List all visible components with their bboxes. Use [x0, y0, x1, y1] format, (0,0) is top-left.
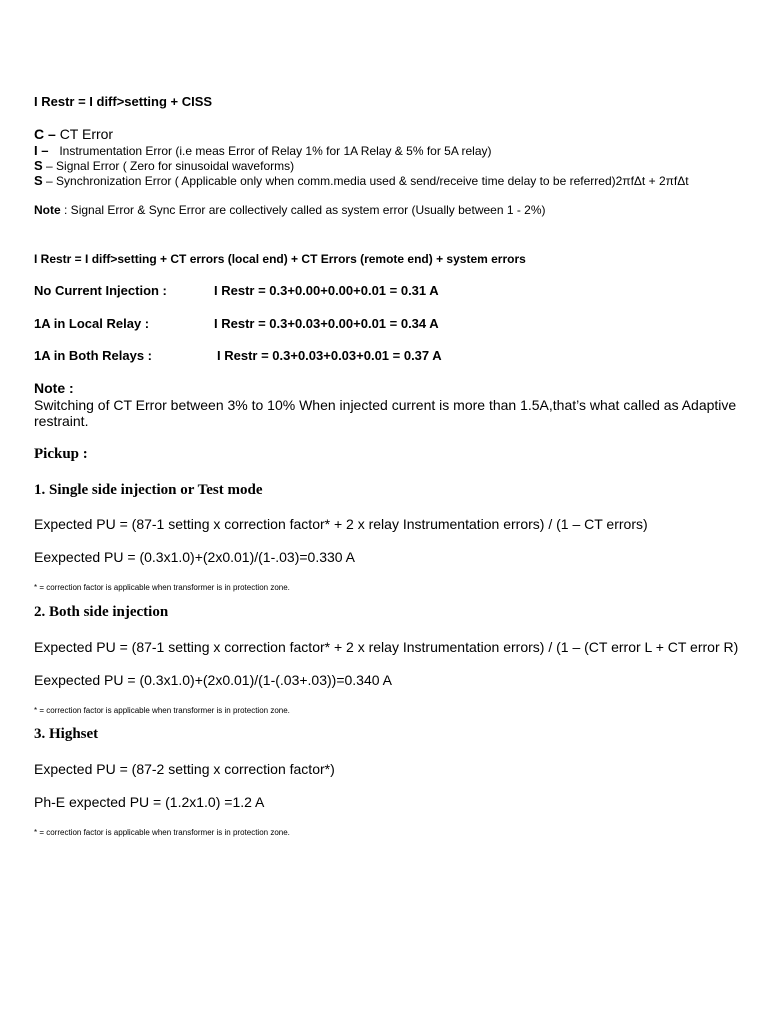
ciss-s1-line: [34, 158, 294, 173]
ciss-c-text: CT Error: [59, 126, 114, 142]
section-footnote: * = correction factor is applicable when transformer is in protection zone.: [34, 828, 290, 837]
case-row: [34, 316, 149, 331]
ciss-s2-line: [34, 173, 689, 188]
case-label: 1A in Both Relays :: [34, 348, 152, 363]
section-formula: Expected PU = (87-2 setting x correction factor*): [34, 761, 335, 777]
ciss-s1-letter: S: [34, 158, 43, 173]
formula-restraint-expanded: I Restr = I diff>setting + CT errors (local end) + CT Errors (remote end) + system errors: [34, 252, 526, 266]
case-formula: I Restr = 0.3+0.03+0.03+0.01 = 0.37 A: [217, 348, 442, 363]
note-system-error: [34, 203, 546, 217]
section-calc: Ph-E expected PU = (1.2x1.0) =1.2 A: [34, 794, 265, 810]
note-label: Note: [34, 203, 61, 217]
case-formula: I Restr = 0.3+0.03+0.00+0.01 = 0.34 A: [214, 316, 439, 331]
ciss-s1-text: – Signal Error ( Zero for sinusoidal waveforms): [46, 159, 295, 173]
formula-restraint-ciss: I Restr = I diff>setting + CISS: [34, 94, 213, 109]
section-calc: Eexpected PU = (0.3x1.0)+(2x0.01)/(1-.03)=0.330 A: [34, 549, 356, 565]
section-formula: Expected PU = (87-1 setting x correction factor* + 2 x relay Instrumentation errors) / (1 – CT errors): [34, 516, 648, 532]
ciss-s2-text: – Synchronization Error ( Applicable only when comm.media used & send/receive time delay to be referred)2πfΔt + 2πfΔt: [46, 174, 689, 188]
section-heading: 1. Single side injection or Test mode: [34, 482, 263, 498]
section-footnote: * = correction factor is applicable when transformer is in protection zone.: [34, 706, 290, 715]
section-footnote: * = correction factor is applicable when transformer is in protection zone.: [34, 583, 290, 592]
case-row: [34, 348, 152, 363]
case-label: 1A in Local Relay :: [34, 316, 150, 331]
case-row: [34, 283, 167, 298]
ciss-i-letter: I –: [34, 143, 49, 158]
ciss-i-text: Instrumentation Error (i.e meas Error of Relay 1% for 1A Relay & 5% for 5A relay): [59, 144, 492, 158]
ciss-c-line: [34, 126, 113, 142]
ciss-i-line: [34, 143, 492, 158]
note-adaptive-line2: restraint.: [34, 413, 89, 429]
pickup-heading: Pickup :: [34, 446, 88, 462]
section-calc: Eexpected PU = (0.3x1.0)+(2x0.01)/(1-(.03+.03))=0.340 A: [34, 672, 392, 688]
ciss-c-letter: C –: [34, 126, 56, 142]
note-text: : Signal Error & Sync Error are collectively called as system error (Usually between 1 - 2%): [64, 203, 546, 217]
note-adaptive-line1: Switching of CT Error between 3% to 10% When injected current is more than 1.5A,that’s what called as Adaptive: [34, 397, 737, 413]
case-formula: I Restr = 0.3+0.00+0.00+0.01 = 0.31 A: [214, 283, 439, 298]
section-formula: Expected PU = (87-1 setting x correction factor* + 2 x relay Instrumentation errors) / (1 – (CT error L + CT error R): [34, 639, 739, 655]
section-heading: 2. Both side injection: [34, 604, 169, 620]
section-heading: 3. Highset: [34, 726, 99, 742]
note-adaptive-label: Note :: [34, 380, 74, 396]
ciss-s2-letter: S: [34, 173, 43, 188]
case-label: No Current Injection :: [34, 283, 167, 298]
